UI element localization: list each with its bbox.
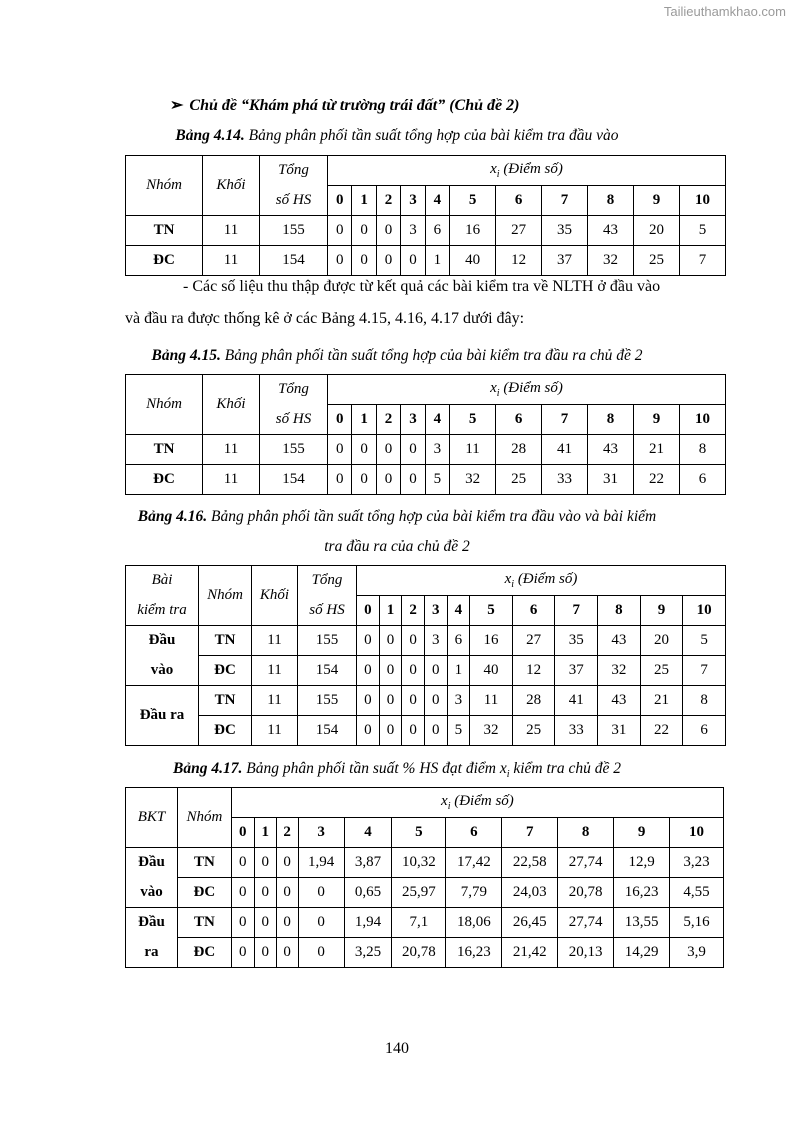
value-cell: 37 xyxy=(555,656,598,686)
table-4-15-caption: Bảng 4.15. Bảng phân phối tần suất tổng hợp của bài kiểm tra đầu ra chủ đề 2 xyxy=(151,347,643,364)
table-4-17-caption: Bảng 4.17. Bảng phân phối tần suất % HS đạt điểm $x_i$ kiểm tra chủ đề 2 xyxy=(173,760,621,781)
value-cell: 0 xyxy=(379,656,402,686)
value-cell: 21 xyxy=(640,686,683,716)
value-cell: 31 xyxy=(598,716,641,746)
score-header-8: 8 xyxy=(558,818,614,848)
group-cell: ĐC xyxy=(199,716,252,746)
value-cell: 0 xyxy=(424,686,447,716)
header-grade: Khối xyxy=(252,566,298,626)
score-header-9: 9 xyxy=(633,405,679,435)
value-cell: 10,32 xyxy=(392,848,446,878)
value-cell: 7,79 xyxy=(446,878,502,908)
total-cell: 155 xyxy=(298,686,357,716)
value-cell: 0 xyxy=(402,656,425,686)
grade-cell: 11 xyxy=(203,465,260,495)
value-cell: 0 xyxy=(231,938,254,968)
value-cell: 43 xyxy=(598,626,641,656)
value-cell: 6 xyxy=(425,216,449,246)
value-cell: 0 xyxy=(352,435,376,465)
bkt-label: Đầu xyxy=(126,908,178,938)
group-cell: TN xyxy=(177,848,231,878)
test-label-in-2: vào xyxy=(126,656,199,686)
value-cell: 20,78 xyxy=(392,938,446,968)
group-cell: ĐC xyxy=(177,938,231,968)
score-header-5: 5 xyxy=(450,405,496,435)
value-cell: 0 xyxy=(357,716,380,746)
table-4-16-caption-2: tra đầu ra của chủ đề 2 xyxy=(324,538,470,555)
value-cell: 21 xyxy=(633,435,679,465)
value-cell: 0 xyxy=(402,626,425,656)
value-cell: 27,74 xyxy=(558,848,614,878)
group-cell: TN xyxy=(126,216,203,246)
value-cell: 41 xyxy=(542,435,588,465)
header-scores: $x_i$ (Điểm số) xyxy=(328,375,726,405)
section-heading xyxy=(170,95,519,115)
total-cell: 155 xyxy=(260,216,328,246)
value-cell: 0 xyxy=(379,686,402,716)
score-header-9: 9 xyxy=(633,186,679,216)
score-header-4: 4 xyxy=(425,186,449,216)
value-cell: 12,9 xyxy=(614,848,670,878)
header-group: Nhóm xyxy=(177,788,231,848)
page-number: 140 xyxy=(385,1040,409,1057)
value-cell: 14,29 xyxy=(614,938,670,968)
value-cell: 0 xyxy=(254,848,276,878)
value-cell: 0 xyxy=(376,435,400,465)
value-cell: 0 xyxy=(402,716,425,746)
value-cell: 16,23 xyxy=(446,938,502,968)
total-cell: 155 xyxy=(298,626,357,656)
score-header-10: 10 xyxy=(679,186,725,216)
group-cell: TN xyxy=(177,908,231,938)
value-cell: 21,42 xyxy=(502,938,558,968)
value-cell: 40 xyxy=(470,656,513,686)
value-cell: 22,58 xyxy=(502,848,558,878)
value-cell: 13,55 xyxy=(614,908,670,938)
grade-cell: 11 xyxy=(252,686,298,716)
value-cell: 22 xyxy=(640,716,683,746)
test-label-out: Đầu ra xyxy=(126,686,199,746)
value-cell: 0 xyxy=(401,465,425,495)
bkt-label: vào xyxy=(126,878,178,908)
table-4-14-caption: Bảng 4.14. Bảng phân phối tần suất tổng hợp của bài kiểm tra đầu vào xyxy=(175,127,619,144)
group-cell: TN xyxy=(199,626,252,656)
value-cell: 12 xyxy=(512,656,555,686)
value-cell: 25 xyxy=(512,716,555,746)
value-cell: 1 xyxy=(425,246,449,276)
value-cell: 35 xyxy=(555,626,598,656)
value-cell: 33 xyxy=(542,465,588,495)
score-header-7: 7 xyxy=(542,405,588,435)
group-cell: ĐC xyxy=(177,878,231,908)
grade-cell: 11 xyxy=(252,656,298,686)
bkt-label: Đầu xyxy=(126,848,178,878)
group-cell: ĐC xyxy=(199,656,252,686)
value-cell: 5 xyxy=(683,626,726,656)
group-cell: ĐC xyxy=(126,465,203,495)
value-cell: 0 xyxy=(328,246,352,276)
value-cell: 12 xyxy=(496,246,542,276)
total-cell: 154 xyxy=(298,716,357,746)
value-cell: 0,65 xyxy=(344,878,392,908)
score-header-3: 3 xyxy=(401,186,425,216)
value-cell: 0 xyxy=(254,938,276,968)
value-cell: 16 xyxy=(450,216,496,246)
header-total: Tổng xyxy=(260,156,328,186)
value-cell: 0 xyxy=(298,908,344,938)
score-header-4: 4 xyxy=(425,405,449,435)
value-cell: 20,78 xyxy=(558,878,614,908)
value-cell: 0 xyxy=(376,216,400,246)
table-4-15 xyxy=(125,374,726,495)
value-cell: 28 xyxy=(512,686,555,716)
score-header-6: 6 xyxy=(512,596,555,626)
value-cell: 3,87 xyxy=(344,848,392,878)
paragraph-line-1: - Các số liệu thu thập được từ kết quả các bài kiểm tra về NLTH ở đầu vào xyxy=(183,278,661,295)
header-total-2: số HS xyxy=(260,405,328,435)
value-cell: 6 xyxy=(447,626,470,656)
value-cell: 6 xyxy=(679,465,725,495)
header-scores: $x_i$ (Điểm số) xyxy=(231,788,723,818)
value-cell: 5,16 xyxy=(670,908,724,938)
value-cell: 35 xyxy=(542,216,588,246)
value-cell: 0 xyxy=(328,465,352,495)
group-cell: ĐC xyxy=(126,246,203,276)
value-cell: 28 xyxy=(496,435,542,465)
value-cell: 0 xyxy=(379,716,402,746)
score-header-0: 0 xyxy=(231,818,254,848)
value-cell: 0 xyxy=(276,938,298,968)
score-header-10: 10 xyxy=(683,596,726,626)
value-cell: 0 xyxy=(328,216,352,246)
value-cell: 6 xyxy=(683,716,726,746)
value-cell: 43 xyxy=(588,216,634,246)
score-header-5: 5 xyxy=(470,596,513,626)
score-header-0: 0 xyxy=(328,186,352,216)
value-cell: 0 xyxy=(402,686,425,716)
value-cell: 0 xyxy=(357,656,380,686)
header-group: Nhóm xyxy=(126,156,203,216)
score-header-8: 8 xyxy=(598,596,641,626)
value-cell: 3 xyxy=(447,686,470,716)
value-cell: 40 xyxy=(450,246,496,276)
score-header-1: 1 xyxy=(379,596,402,626)
value-cell: 5 xyxy=(425,465,449,495)
value-cell: 32 xyxy=(450,465,496,495)
section-heading-text: Chủ đề “Khám phá từ trường trái đất” (Chủ đề 2) xyxy=(189,97,520,114)
value-cell: 0 xyxy=(276,908,298,938)
score-header-7: 7 xyxy=(555,596,598,626)
score-header-9: 9 xyxy=(614,818,670,848)
arrow-bullet-icon: ➢ xyxy=(170,97,184,114)
score-header-3: 3 xyxy=(298,818,344,848)
value-cell: 27 xyxy=(512,626,555,656)
test-label-in: Đầu xyxy=(126,626,199,656)
total-cell: 154 xyxy=(260,246,328,276)
value-cell: 25,97 xyxy=(392,878,446,908)
value-cell: 31 xyxy=(588,465,634,495)
score-header-6: 6 xyxy=(496,405,542,435)
value-cell: 5 xyxy=(679,216,725,246)
paragraph-line-2: và đầu ra được thống kê ở các Bảng 4.15, 4.16, 4.17 dưới đây: xyxy=(125,310,525,327)
value-cell: 22 xyxy=(633,465,679,495)
value-cell: 3,25 xyxy=(344,938,392,968)
value-cell: 0 xyxy=(328,435,352,465)
value-cell: 27,74 xyxy=(558,908,614,938)
value-cell: 8 xyxy=(683,686,726,716)
table-4-17 xyxy=(125,787,724,968)
value-cell: 0 xyxy=(357,686,380,716)
value-cell: 0 xyxy=(254,908,276,938)
watermark: Tailieuthamkhao.com xyxy=(663,4,786,19)
value-cell: 0 xyxy=(298,938,344,968)
header-group: Nhóm xyxy=(199,566,252,626)
score-header-10: 10 xyxy=(670,818,724,848)
value-cell: 24,03 xyxy=(502,878,558,908)
score-header-0: 0 xyxy=(357,596,380,626)
table-4-16 xyxy=(125,565,726,746)
value-cell: 4,55 xyxy=(670,878,724,908)
value-cell: 0 xyxy=(298,878,344,908)
value-cell: 0 xyxy=(231,878,254,908)
score-header-2: 2 xyxy=(376,405,400,435)
value-cell: 20 xyxy=(633,216,679,246)
value-cell: 37 xyxy=(542,246,588,276)
value-cell: 17,42 xyxy=(446,848,502,878)
value-cell: 0 xyxy=(379,626,402,656)
grade-cell: 11 xyxy=(203,246,260,276)
grade-cell: 11 xyxy=(203,216,260,246)
header-total-2: số HS xyxy=(260,186,328,216)
value-cell: 0 xyxy=(276,878,298,908)
header-grade: Khối xyxy=(203,375,260,435)
value-cell: 3 xyxy=(424,626,447,656)
header-grade: Khối xyxy=(203,156,260,216)
value-cell: 32 xyxy=(588,246,634,276)
value-cell: 18,06 xyxy=(446,908,502,938)
grade-cell: 11 xyxy=(203,435,260,465)
value-cell: 3 xyxy=(425,435,449,465)
value-cell: 32 xyxy=(598,656,641,686)
group-cell: TN xyxy=(199,686,252,716)
score-header-10: 10 xyxy=(679,405,725,435)
score-header-1: 1 xyxy=(254,818,276,848)
value-cell: 0 xyxy=(424,716,447,746)
value-cell: 1 xyxy=(447,656,470,686)
score-header-8: 8 xyxy=(588,186,634,216)
value-cell: 0 xyxy=(352,246,376,276)
value-cell: 11 xyxy=(470,686,513,716)
group-cell: TN xyxy=(126,435,203,465)
score-header-2: 2 xyxy=(376,186,400,216)
value-cell: 0 xyxy=(352,465,376,495)
score-header-4: 4 xyxy=(447,596,470,626)
value-cell: 43 xyxy=(588,435,634,465)
value-cell: 0 xyxy=(231,848,254,878)
grade-cell: 11 xyxy=(252,626,298,656)
score-header-6: 6 xyxy=(446,818,502,848)
value-cell: 8 xyxy=(679,435,725,465)
score-header-1: 1 xyxy=(352,186,376,216)
value-cell: 43 xyxy=(598,686,641,716)
score-header-5: 5 xyxy=(450,186,496,216)
value-cell: 0 xyxy=(424,656,447,686)
value-cell: 0 xyxy=(376,246,400,276)
score-header-6: 6 xyxy=(496,186,542,216)
value-cell: 3,23 xyxy=(670,848,724,878)
score-header-4: 4 xyxy=(344,818,392,848)
table-4-14 xyxy=(125,155,726,276)
value-cell: 7 xyxy=(679,246,725,276)
value-cell: 20,13 xyxy=(558,938,614,968)
value-cell: 0 xyxy=(401,246,425,276)
value-cell: 0 xyxy=(352,216,376,246)
score-header-1: 1 xyxy=(352,405,376,435)
value-cell: 32 xyxy=(470,716,513,746)
value-cell: 25 xyxy=(640,656,683,686)
header-scores: $x_i$ (Điểm số) xyxy=(357,566,726,596)
value-cell: 0 xyxy=(231,908,254,938)
value-cell: 3,9 xyxy=(670,938,724,968)
value-cell: 41 xyxy=(555,686,598,716)
value-cell: 25 xyxy=(633,246,679,276)
header-total-2: số HS xyxy=(298,596,357,626)
header-test: Bài xyxy=(126,566,199,596)
table-4-16-caption-1: Bảng 4.16. Bảng phân phối tần suất tổng hợp của bài kiểm tra đầu vào và bài kiểm xyxy=(137,508,657,525)
value-cell: 0 xyxy=(401,435,425,465)
score-header-0: 0 xyxy=(328,405,352,435)
value-cell: 0 xyxy=(276,848,298,878)
score-header-2: 2 xyxy=(276,818,298,848)
score-header-3: 3 xyxy=(401,405,425,435)
header-group: Nhóm xyxy=(126,375,203,435)
value-cell: 3 xyxy=(401,216,425,246)
score-header-8: 8 xyxy=(588,405,634,435)
header-scores: $x_i$ (Điểm số) xyxy=(328,156,726,186)
value-cell: 26,45 xyxy=(502,908,558,938)
bkt-label: ra xyxy=(126,938,178,968)
total-cell: 154 xyxy=(260,465,328,495)
header-bkt: BKT xyxy=(126,788,178,848)
value-cell: 11 xyxy=(450,435,496,465)
value-cell: 27 xyxy=(496,216,542,246)
score-header-3: 3 xyxy=(424,596,447,626)
value-cell: 7,1 xyxy=(392,908,446,938)
score-header-2: 2 xyxy=(402,596,425,626)
header-test-2: kiểm tra xyxy=(126,596,199,626)
header-total: Tổng xyxy=(260,375,328,405)
value-cell: 0 xyxy=(376,465,400,495)
value-cell: 16 xyxy=(470,626,513,656)
value-cell: 16,23 xyxy=(614,878,670,908)
value-cell: 25 xyxy=(496,465,542,495)
value-cell: 20 xyxy=(640,626,683,656)
score-header-9: 9 xyxy=(640,596,683,626)
score-header-7: 7 xyxy=(502,818,558,848)
total-cell: 155 xyxy=(260,435,328,465)
value-cell: 0 xyxy=(254,878,276,908)
value-cell: 1,94 xyxy=(344,908,392,938)
score-header-5: 5 xyxy=(392,818,446,848)
score-header-7: 7 xyxy=(542,186,588,216)
total-cell: 154 xyxy=(298,656,357,686)
value-cell: 1,94 xyxy=(298,848,344,878)
value-cell: 33 xyxy=(555,716,598,746)
value-cell: 5 xyxy=(447,716,470,746)
value-cell: 7 xyxy=(683,656,726,686)
value-cell: 0 xyxy=(357,626,380,656)
header-total: Tổng xyxy=(298,566,357,596)
grade-cell: 11 xyxy=(252,716,298,746)
